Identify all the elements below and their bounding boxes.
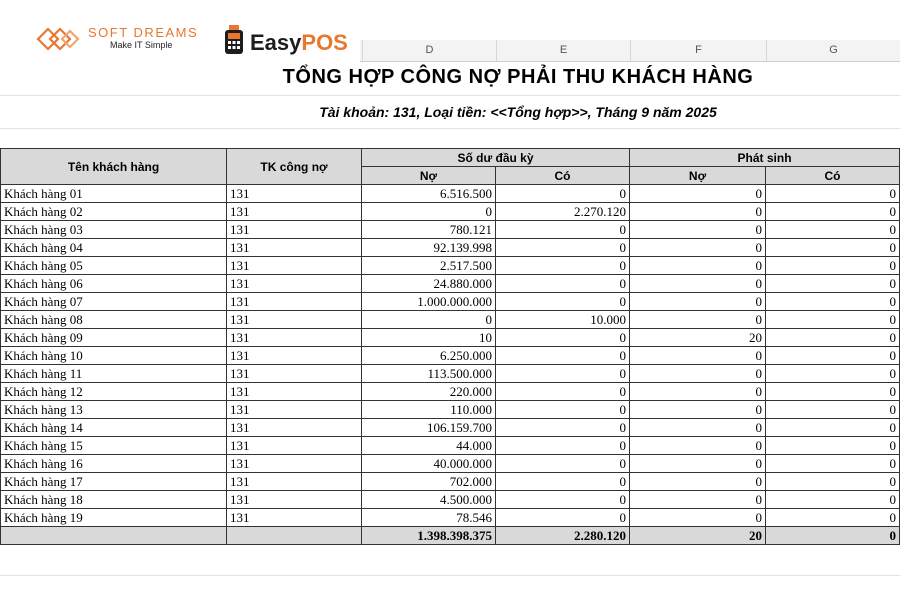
table-row bbox=[1, 383, 900, 401]
account-cell[interactable]: 131 bbox=[227, 329, 362, 347]
opening-credit-cell[interactable]: 0 bbox=[496, 509, 630, 527]
account-cell[interactable]: 131 bbox=[227, 509, 362, 527]
column-header-g[interactable]: G bbox=[766, 40, 900, 61]
customer-name-cell[interactable]: Khách hàng 08 bbox=[1, 311, 227, 329]
total-opening-credit[interactable]: 2.280.120 bbox=[496, 527, 630, 545]
table-row bbox=[1, 203, 900, 221]
account-cell[interactable]: 131 bbox=[227, 185, 362, 203]
softdreams-wordmark bbox=[88, 26, 198, 51]
pos-terminal-icon bbox=[222, 24, 246, 56]
opening-debit-cell[interactable]: 0 bbox=[362, 203, 496, 221]
customer-name-cell[interactable]: Khách hàng 09 bbox=[1, 329, 227, 347]
opening-debit-cell[interactable]: 106.159.700 bbox=[362, 419, 496, 437]
opening-credit-cell[interactable]: 0 bbox=[496, 401, 630, 419]
opening-debit-cell[interactable]: 702.000 bbox=[362, 473, 496, 491]
customer-name-cell[interactable]: Khách hàng 05 bbox=[1, 257, 227, 275]
opening-debit-cell[interactable]: 92.139.998 bbox=[362, 239, 496, 257]
opening-credit-cell[interactable]: 0 bbox=[496, 239, 630, 257]
column-header-f[interactable]: F bbox=[630, 40, 766, 61]
grid-line bbox=[0, 128, 900, 129]
movement-credit-cell[interactable]: 0 bbox=[766, 401, 900, 419]
total-movement-debit[interactable]: 20 bbox=[630, 527, 766, 545]
customer-name-cell[interactable]: Khách hàng 17 bbox=[1, 473, 227, 491]
table-row bbox=[1, 365, 900, 383]
movement-debit-cell[interactable]: 0 bbox=[630, 365, 766, 383]
customer-name-cell[interactable]: Khách hàng 12 bbox=[1, 383, 227, 401]
easypos-pos-text: POS bbox=[301, 30, 348, 55]
movement-credit-cell[interactable]: 0 bbox=[766, 185, 900, 203]
report-subtitle: Tài khoản: 131, Loại tiền: <<Tổng hợp>>, Tháng 9 năm 2025 bbox=[319, 104, 717, 120]
movement-credit-cell[interactable]: 0 bbox=[766, 347, 900, 365]
opening-credit-cell[interactable]: 0 bbox=[496, 347, 630, 365]
movement-debit-cell[interactable]: 0 bbox=[630, 419, 766, 437]
customer-name-cell[interactable]: Khách hàng 11 bbox=[1, 365, 227, 383]
movement-debit-cell[interactable]: 0 bbox=[630, 203, 766, 221]
movement-credit-cell[interactable]: 0 bbox=[766, 455, 900, 473]
movement-credit-cell[interactable]: 0 bbox=[766, 239, 900, 257]
grid-line bbox=[0, 575, 900, 576]
table-row bbox=[1, 329, 900, 347]
opening-credit-cell[interactable]: 0 bbox=[496, 473, 630, 491]
opening-debit-cell[interactable]: 1.000.000.000 bbox=[362, 293, 496, 311]
movement-debit-cell[interactable]: 0 bbox=[630, 437, 766, 455]
table-row bbox=[1, 239, 900, 257]
account-cell[interactable]: 131 bbox=[227, 275, 362, 293]
opening-credit-cell[interactable]: 0 bbox=[496, 365, 630, 383]
header-opening-debit[interactable]: Nợ bbox=[362, 167, 496, 185]
movement-credit-cell[interactable]: 0 bbox=[766, 311, 900, 329]
opening-debit-cell[interactable]: 24.880.000 bbox=[362, 275, 496, 293]
movement-credit-cell[interactable]: 0 bbox=[766, 383, 900, 401]
account-cell[interactable]: 131 bbox=[227, 257, 362, 275]
movement-debit-cell[interactable]: 0 bbox=[630, 347, 766, 365]
table-row bbox=[1, 401, 900, 419]
account-cell[interactable]: 131 bbox=[227, 437, 362, 455]
movement-debit-cell[interactable]: 0 bbox=[630, 473, 766, 491]
movement-credit-cell[interactable]: 0 bbox=[766, 437, 900, 455]
movement-debit-cell[interactable]: 0 bbox=[630, 221, 766, 239]
customer-name-cell[interactable]: Khách hàng 13 bbox=[1, 401, 227, 419]
opening-credit-cell[interactable]: 0 bbox=[496, 329, 630, 347]
movement-debit-cell[interactable]: 0 bbox=[630, 455, 766, 473]
grid-line bbox=[0, 95, 900, 96]
movement-credit-cell[interactable]: 0 bbox=[766, 419, 900, 437]
movement-debit-cell[interactable]: 0 bbox=[630, 311, 766, 329]
opening-credit-cell[interactable]: 0 bbox=[496, 437, 630, 455]
customer-name-cell[interactable]: Khách hàng 03 bbox=[1, 221, 227, 239]
easypos-wordmark bbox=[250, 30, 348, 56]
movement-debit-cell[interactable]: 0 bbox=[630, 185, 766, 203]
softdreams-name: SOFT DREAMS bbox=[88, 25, 199, 40]
column-header-e[interactable]: E bbox=[496, 40, 630, 61]
account-cell[interactable]: 131 bbox=[227, 491, 362, 509]
opening-debit-cell[interactable]: 780.121 bbox=[362, 221, 496, 239]
opening-debit-cell[interactable]: 2.517.500 bbox=[362, 257, 496, 275]
softdreams-tagline: Make IT Simple bbox=[110, 40, 173, 50]
movement-credit-cell[interactable]: 0 bbox=[766, 509, 900, 527]
softdreams-logo-icon bbox=[36, 22, 82, 56]
total-label-cell[interactable] bbox=[1, 527, 227, 545]
movement-debit-cell[interactable]: 0 bbox=[630, 239, 766, 257]
table-row bbox=[1, 221, 900, 239]
header-account[interactable]: TK công nợ bbox=[227, 149, 362, 185]
opening-credit-cell[interactable]: 0 bbox=[496, 185, 630, 203]
opening-credit-cell[interactable]: 0 bbox=[496, 221, 630, 239]
table-row bbox=[1, 257, 900, 275]
header-movement-debit[interactable]: Nợ bbox=[630, 167, 766, 185]
account-cell[interactable]: 131 bbox=[227, 383, 362, 401]
customer-name-cell[interactable]: Khách hàng 16 bbox=[1, 455, 227, 473]
account-cell[interactable]: 131 bbox=[227, 365, 362, 383]
movement-debit-cell[interactable]: 0 bbox=[630, 257, 766, 275]
customer-name-cell[interactable]: Khách hàng 02 bbox=[1, 203, 227, 221]
receivables-summary-table bbox=[0, 148, 900, 545]
table-body bbox=[1, 185, 900, 545]
customer-name-cell[interactable]: Khách hàng 04 bbox=[1, 239, 227, 257]
account-cell[interactable]: 131 bbox=[227, 293, 362, 311]
header-movement-credit[interactable]: Có bbox=[766, 167, 900, 185]
customer-name-cell[interactable]: Khách hàng 01 bbox=[1, 185, 227, 203]
opening-debit-cell[interactable]: 0 bbox=[362, 311, 496, 329]
movement-credit-cell[interactable]: 0 bbox=[766, 329, 900, 347]
opening-credit-cell[interactable]: 0 bbox=[496, 491, 630, 509]
customer-name-cell[interactable]: Khách hàng 18 bbox=[1, 491, 227, 509]
customer-name-cell[interactable]: Khách hàng 10 bbox=[1, 347, 227, 365]
movement-debit-cell[interactable]: 0 bbox=[630, 293, 766, 311]
opening-debit-cell[interactable]: 6.516.500 bbox=[362, 185, 496, 203]
opening-credit-cell[interactable]: 0 bbox=[496, 455, 630, 473]
table-row bbox=[1, 455, 900, 473]
movement-debit-cell[interactable]: 0 bbox=[630, 275, 766, 293]
total-movement-credit[interactable]: 0 bbox=[766, 527, 900, 545]
opening-credit-cell[interactable]: 0 bbox=[496, 275, 630, 293]
opening-credit-cell[interactable]: 0 bbox=[496, 419, 630, 437]
account-cell[interactable]: 131 bbox=[227, 455, 362, 473]
table-row bbox=[1, 419, 900, 437]
header-opening-credit[interactable]: Có bbox=[496, 167, 630, 185]
movement-credit-cell[interactable]: 0 bbox=[766, 221, 900, 239]
opening-debit-cell[interactable]: 220.000 bbox=[362, 383, 496, 401]
movement-credit-cell[interactable]: 0 bbox=[766, 293, 900, 311]
customer-name-cell[interactable]: Khách hàng 14 bbox=[1, 419, 227, 437]
movement-debit-cell[interactable]: 0 bbox=[630, 491, 766, 509]
header-customer[interactable]: Tên khách hàng bbox=[1, 149, 227, 185]
movement-debit-cell[interactable]: 0 bbox=[630, 383, 766, 401]
table-row bbox=[1, 491, 900, 509]
table-row bbox=[1, 275, 900, 293]
total-opening-debit[interactable]: 1.398.398.375 bbox=[362, 527, 496, 545]
movement-credit-cell[interactable]: 0 bbox=[766, 203, 900, 221]
movement-credit-cell[interactable]: 0 bbox=[766, 473, 900, 491]
opening-credit-cell[interactable]: 0 bbox=[496, 293, 630, 311]
account-cell[interactable]: 131 bbox=[227, 347, 362, 365]
customer-name-cell[interactable]: Khách hàng 15 bbox=[1, 437, 227, 455]
account-cell[interactable]: 131 bbox=[227, 401, 362, 419]
opening-debit-cell[interactable]: 44.000 bbox=[362, 437, 496, 455]
table-header-row bbox=[1, 149, 900, 167]
customer-name-cell[interactable]: Khách hàng 19 bbox=[1, 509, 227, 527]
logo-bar bbox=[0, 0, 360, 62]
movement-debit-cell[interactable]: 0 bbox=[630, 401, 766, 419]
account-cell[interactable]: 131 bbox=[227, 311, 362, 329]
table-row bbox=[1, 473, 900, 491]
opening-debit-cell[interactable]: 10 bbox=[362, 329, 496, 347]
easypos-easy-text: Easy bbox=[250, 30, 302, 55]
customer-name-cell[interactable]: Khách hàng 07 bbox=[1, 293, 227, 311]
opening-credit-cell[interactable]: 2.270.120 bbox=[496, 203, 630, 221]
account-cell[interactable]: 131 bbox=[227, 221, 362, 239]
header-opening-balance[interactable]: Số dư đầu kỳ bbox=[362, 149, 630, 167]
movement-credit-cell[interactable]: 0 bbox=[766, 275, 900, 293]
table-row bbox=[1, 437, 900, 455]
opening-credit-cell[interactable]: 0 bbox=[496, 383, 630, 401]
opening-credit-cell[interactable]: 0 bbox=[496, 257, 630, 275]
movement-credit-cell[interactable]: 0 bbox=[766, 365, 900, 383]
opening-debit-cell[interactable]: 78.546 bbox=[362, 509, 496, 527]
opening-debit-cell[interactable]: 6.250.000 bbox=[362, 347, 496, 365]
total-account-cell[interactable] bbox=[227, 527, 362, 545]
movement-credit-cell[interactable]: 0 bbox=[766, 491, 900, 509]
account-cell[interactable]: 131 bbox=[227, 419, 362, 437]
header-movement[interactable]: Phát sinh bbox=[630, 149, 900, 167]
report-title: TỔNG HỢP CÔNG NỢ PHẢI THU KHÁCH HÀNG bbox=[282, 66, 754, 88]
movement-credit-cell[interactable]: 0 bbox=[766, 257, 900, 275]
account-cell[interactable]: 131 bbox=[227, 203, 362, 221]
opening-credit-cell[interactable]: 10.000 bbox=[496, 311, 630, 329]
opening-debit-cell[interactable]: 113.500.000 bbox=[362, 365, 496, 383]
movement-debit-cell[interactable]: 20 bbox=[630, 329, 766, 347]
table-row bbox=[1, 185, 900, 203]
opening-debit-cell[interactable]: 4.500.000 bbox=[362, 491, 496, 509]
opening-debit-cell[interactable]: 40.000.000 bbox=[362, 455, 496, 473]
table-row bbox=[1, 509, 900, 527]
opening-debit-cell[interactable]: 110.000 bbox=[362, 401, 496, 419]
customer-name-cell[interactable]: Khách hàng 06 bbox=[1, 275, 227, 293]
column-header-d[interactable]: D bbox=[362, 40, 496, 61]
table-row bbox=[1, 347, 900, 365]
account-cell[interactable]: 131 bbox=[227, 473, 362, 491]
movement-debit-cell[interactable]: 0 bbox=[630, 509, 766, 527]
account-cell[interactable]: 131 bbox=[227, 239, 362, 257]
table-row bbox=[1, 293, 900, 311]
table-row bbox=[1, 311, 900, 329]
total-row bbox=[1, 527, 900, 545]
